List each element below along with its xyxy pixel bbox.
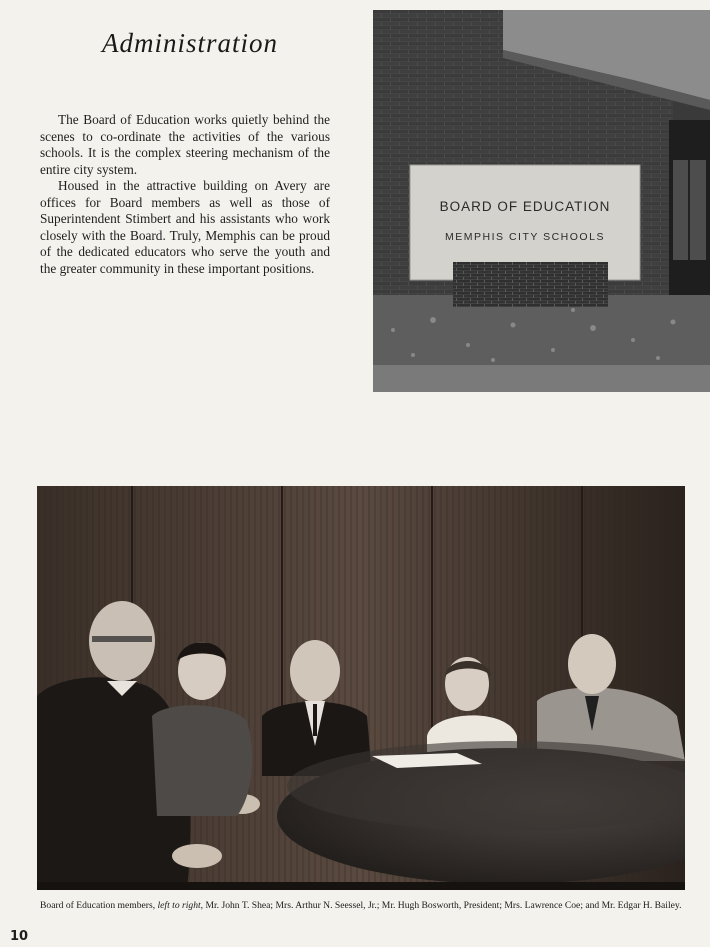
building-photo (373, 10, 710, 392)
sign-line-2: MEMPHIS CITY SCHOOLS (445, 231, 605, 243)
paragraph-2: Housed in the attractive building on Avery are offices for Board members as well as those of Superintendent Stimbert and his assistants who work closely with the Board. Truly, Memphis can be proud of the dedicated educators who serve the youth and the greater community in these important positions. (40, 178, 330, 276)
photo-caption (40, 900, 690, 912)
page-number: 10 (10, 929, 29, 944)
sign-line-1: BOARD OF EDUCATION (439, 199, 611, 214)
caption-direction: left to right, (157, 900, 204, 911)
board-members-photo (37, 486, 685, 890)
caption-prefix: Board of Education members, (40, 900, 156, 911)
caption-names: Mr. John T. Shea; Mrs. Arthur N. Seessel, Jr.; Mr. Hugh Bosworth, President; Mrs. Lawrence Coe; and Mr. Edgar H. Bailey. (205, 900, 682, 911)
paragraph-1: The Board of Education works quietly behind the scenes to co-ordinate the activities of the various schools. It is the complex steering mechanism of the entire city system. (40, 112, 330, 177)
page-title: Administration (101, 28, 278, 58)
body-text (40, 112, 330, 277)
